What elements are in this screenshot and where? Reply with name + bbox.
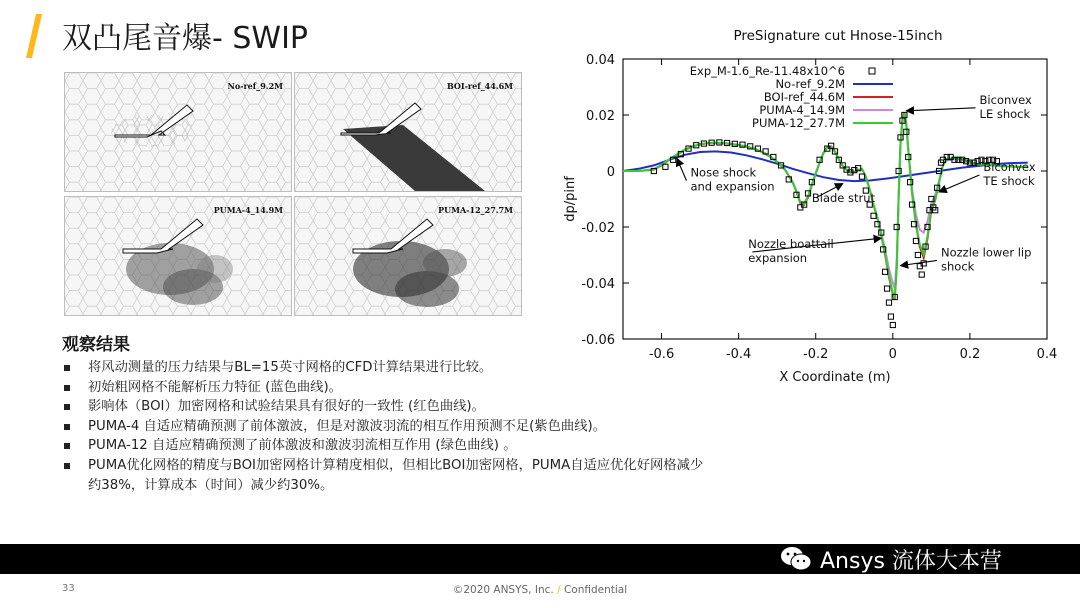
annotation-label: TE shock	[983, 174, 1035, 188]
mesh-label: PUMA-4_14.9M	[213, 205, 283, 215]
observation-text: 将风动测量的压力结果与BL=15英寸网格的CFD计算结果进行比较。	[88, 360, 493, 375]
legend-label: BOI-ref_44.6M	[763, 90, 845, 104]
mesh-panel-no-ref	[64, 72, 292, 192]
annotation-arrow	[677, 158, 686, 180]
bullet-icon	[64, 443, 70, 449]
copyright-line	[0, 584, 1080, 596]
legend-marker	[869, 68, 875, 74]
y-tick-label: -0.02	[581, 221, 615, 236]
annotation-label: LE shock	[979, 106, 1031, 121]
mesh-label: PUMA-12_27.7M	[438, 205, 513, 215]
data-point	[915, 252, 920, 257]
brand-text: Ansys 流体大本营	[820, 548, 1002, 574]
data-point	[884, 286, 889, 291]
annotation-label: Biconvex	[979, 92, 1032, 107]
pressure-chart	[560, 20, 1070, 390]
legend-label: PUMA-12_27.7M	[752, 116, 845, 130]
mesh-panel-boi-ref	[294, 72, 522, 192]
annotation-label: and expansion	[690, 179, 775, 194]
observation-item	[60, 436, 710, 456]
annotation-label: Nozzle boattail	[748, 237, 834, 251]
annotation-label: Blade strut	[811, 190, 876, 205]
mesh-panel-puma-12	[294, 196, 522, 316]
data-point	[919, 272, 924, 277]
annotation-arrow	[906, 108, 975, 111]
copyright-separator: /	[557, 584, 564, 596]
x-axis-label: X Coordinate (m)	[779, 370, 891, 385]
y-axis-label: dp/pinf	[563, 176, 578, 222]
page-title: 双凸尾音爆- SWIP	[62, 21, 309, 56]
y-tick-label: 0	[606, 165, 615, 180]
observation-text: PUMA-4 自适应精确预测了前体激波，但是对激波羽流的相互作用预测不足(紫色曲线)。	[88, 418, 606, 434]
y-tick-label: 0.04	[586, 53, 615, 68]
annotation-label: Nozzle lower lip	[941, 245, 1032, 260]
annotation-label: Nose shock	[690, 165, 757, 180]
chart-title: PreSignature cut Hnose-15inch	[733, 28, 943, 44]
observation-text: PUMA优化网格的精度与BOI加密网格计算精度相似，但相比BOI加密网格，PUMA自适应优化好网格减少约38%，计算成本（时间）减少约30%。	[88, 457, 704, 493]
annotation-arrow	[901, 260, 937, 265]
data-point	[888, 314, 893, 319]
bullet-icon	[64, 385, 70, 391]
observation-item	[60, 456, 710, 495]
x-tick-label: 0	[888, 347, 897, 362]
bullet-icon	[64, 424, 70, 430]
chart-canvas	[560, 20, 1070, 390]
observation-text: 影响体（BOI）加密网格和试验结果具有很好的一致性 (红色曲线)。	[88, 399, 485, 415]
data-point	[890, 322, 895, 327]
annotation-label: shock	[941, 259, 975, 274]
accent-slash	[26, 14, 42, 58]
x-tick-label: -0.4	[725, 347, 752, 362]
x-tick-label: 0.4	[1036, 347, 1058, 362]
bullet-icon	[64, 463, 70, 469]
x-tick-label: -0.6	[648, 347, 675, 362]
y-tick-label: 0.02	[586, 109, 615, 124]
mesh-label: No-ref_9.2M	[227, 81, 283, 91]
copyright-text: ©2020 ANSYS, Inc.	[452, 584, 554, 596]
x-tick-label: 0.2	[959, 347, 981, 362]
bullet-icon	[64, 404, 70, 410]
brand-logo	[780, 543, 1002, 575]
observation-item	[60, 397, 710, 417]
y-tick-label: -0.06	[581, 333, 615, 348]
bullet-icon	[64, 365, 70, 371]
confidential-text: Confidential	[563, 584, 628, 596]
annotation-arrow	[939, 175, 979, 192]
page-number: 33	[62, 583, 75, 594]
wechat-icon	[780, 546, 812, 572]
observation-item	[60, 417, 710, 437]
mesh-panel-puma-4	[64, 196, 292, 316]
legend-label: PUMA-4_14.9M	[759, 103, 845, 117]
annotation-label: Biconvex	[983, 160, 1036, 174]
x-tick-label: -0.2	[803, 347, 829, 362]
annotation-label: expansion	[748, 251, 808, 265]
data-point	[886, 300, 891, 305]
legend-label: Exp_M-1.6_Re-11.48x10^6	[689, 64, 845, 78]
observation-text: PUMA-12 自适应精确预测了前体激波和激波羽流相互作用 (绿色曲线) 。	[88, 438, 517, 454]
y-tick-label: -0.04	[581, 277, 615, 292]
observation-text: 初始粗网格不能解析压力特征 (蓝色曲线)。	[88, 379, 342, 395]
legend-label: No-ref_9.2M	[775, 77, 845, 91]
observations-heading: 观察结果	[62, 335, 130, 355]
mesh-label: BOI-ref_44.6M	[446, 81, 513, 91]
